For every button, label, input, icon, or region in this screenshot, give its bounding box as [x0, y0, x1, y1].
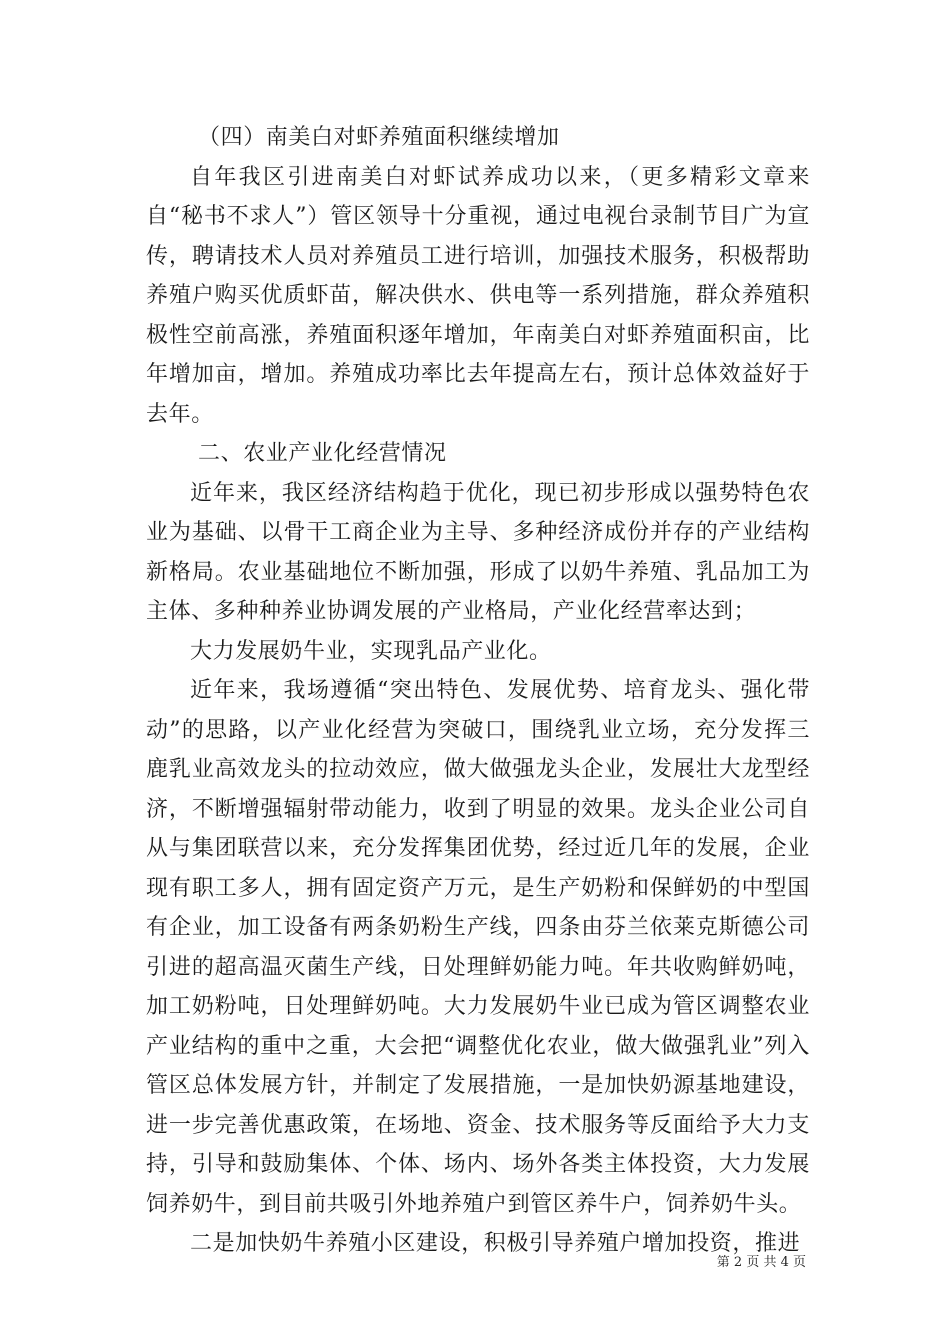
page-number-footer: 第 2 页 共 4 页 — [716, 1255, 806, 1270]
paragraph-dairy: 近年来，我场遵循“突出特色、发展优势、培育龙头、强化带动”的思路，以产业化经营为突破口，围绕乳业立场，充分发挥三鹿乳业高效龙头的拉动效应，做大做强龙头企业，发展壮大龙型经济，不断增强辐射带动能力，收到了明显的效果。龙头企业公司自从与集团联营以来，充分发挥集团优势，经过近几年的发展，企业现有职工多人，拥有固定资产万元，是生产奶粉和保鲜奶的中型国有企业，加工设备有两条奶粉生产线，四条由芬兰依莱克斯德公司引进的超高温灭菌生产线，日处理鲜奶能力吨。年共收购鲜奶吨，加工奶粉吨，日处理鲜奶吨。大力发展奶牛业已成为管区调整农业产业结构的重中之重，大会把“调整优化农业，做大做强乳业”列入管区总体发展方针，并制定了发展措施，一是加快奶源基地建设，进一步完善优惠政策，在场地、资金、技术服务等反面给予大力支持，引导和鼓励集体、个体、场内、场外各类主体投资，大力发展饲养奶牛，到目前共吸引外地养殖户到管区养牛户，饲养奶牛头。 — [146, 678, 810, 1217]
paragraph-dairy-title: 大力发展奶牛业，实现乳品产业化。 — [190, 638, 552, 664]
section-heading-industrialization: 二、农业产业化经营情况 — [198, 441, 447, 466]
paragraph-shrimp: 自年我区引进南美白对虾试养成功以来，（更多精彩文章来自“秘书不求人”）管区领导十分重视，通过电视台录制节目广为宣传，聘请技术人员对养殖员工进行培训，加强技术服务，积极帮助养殖户购买优质虾苗，解决供水、供电等一系列措施，群众养殖积极性空前高涨，养殖面积逐年增加，年南美白对虾养殖面积亩，比年增加亩，增加。养殖成功率比去年提高左右，预计总体效益好于去年。 — [146, 164, 810, 427]
paragraph-breeding-zone: 二是加快奶牛养殖小区建设，积极引导养殖户增加投资，推进 — [190, 1231, 801, 1256]
document-body — [146, 118, 810, 1264]
section-heading-shrimp: （四）南美白对虾养殖面积继续增加 — [198, 125, 560, 150]
paragraph-structure: 近年来，我区经济结构趋于优化，现已初步形成以强势特色农业为基础、以骨干工商企业为主导、多种经济成份并存的产业结构新格局。农业基础地位不断加强，形成了以奶牛养殖、乳品加工为主体、多种种养业协调发展的产业格局，产业化经营率达到； — [146, 480, 810, 624]
